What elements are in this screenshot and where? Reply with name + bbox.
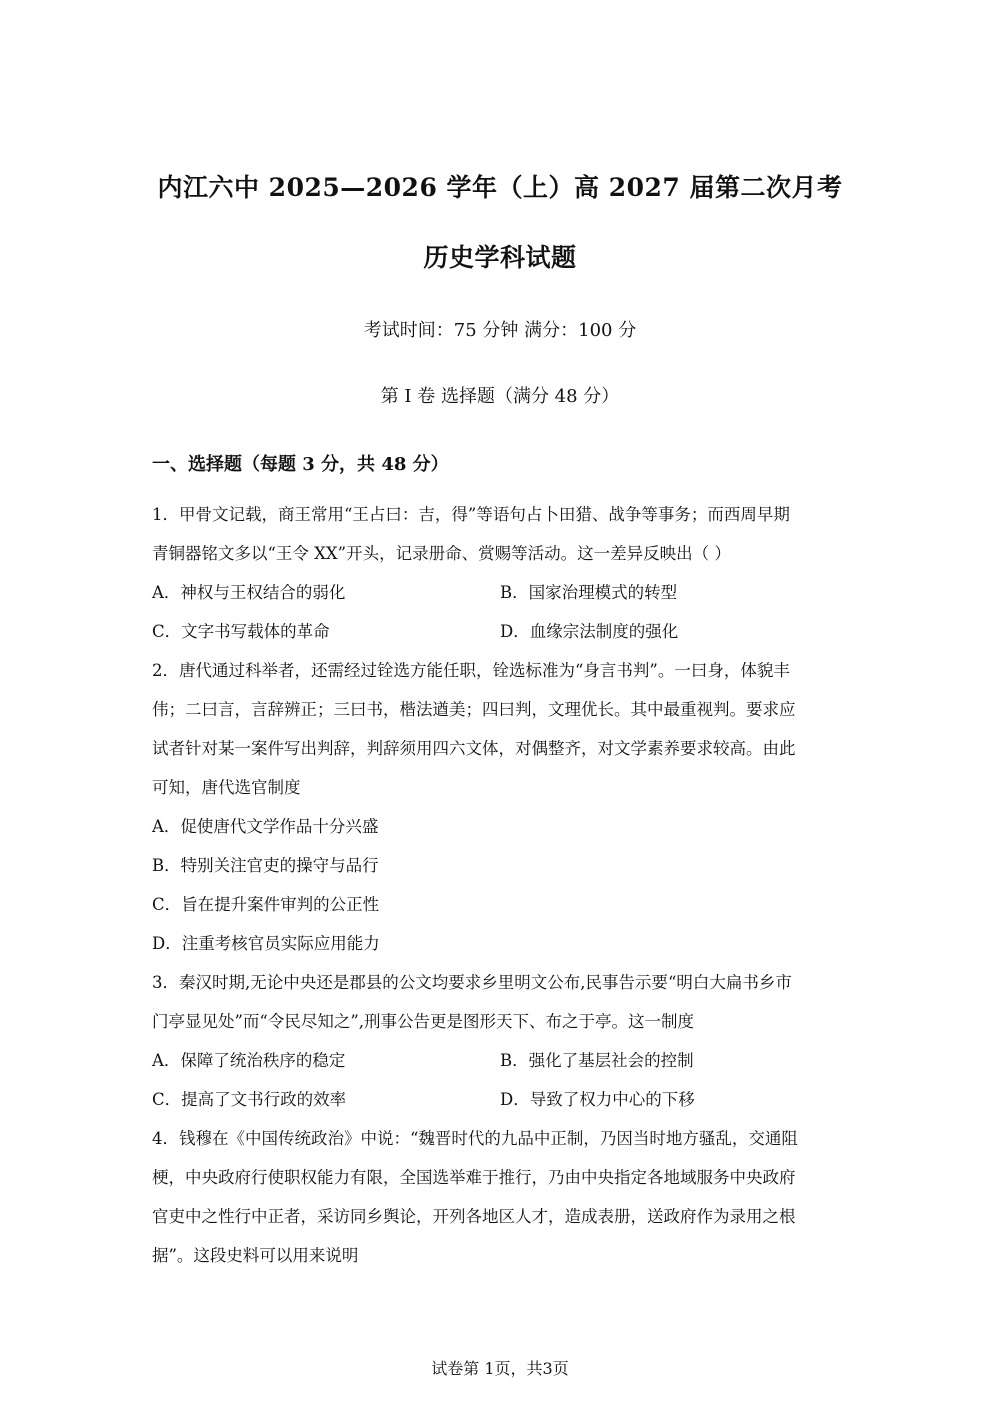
question-text-line: 1．甲骨文记载，商王常用“王占曰：吉，得”等语句占卜田猎、战争等事务；而西周早期 xyxy=(152,505,790,524)
question-text-line: 2．唐代通过科举者，还需经过铨选方能任职，铨选标准为“身言书判”。一曰身，体貌丰 xyxy=(152,661,790,680)
question-1 xyxy=(152,500,852,656)
exam-info: 考试时间：75 分钟 满分：100 分 xyxy=(363,320,637,341)
question-text-line: 官吏中之性行中正者，采访同乡舆论，开列各地区人才，造成表册，送政府作为录用之根 xyxy=(152,1207,796,1226)
option-d: D．血缘宗法制度的强化 xyxy=(500,622,679,641)
question-text-line: 青铜器铭文多以“王令 XX”开头，记录册命、赏赐等活动。这一差异反映出（ ） xyxy=(152,544,731,563)
option-b: B．国家治理模式的转型 xyxy=(500,583,678,602)
part-label: 第 Ⅰ 卷 选择题（满分 48 分） xyxy=(380,386,620,407)
exam-subtitle: 历史学科试题 xyxy=(423,243,577,272)
option-d: D．导致了权力中心的下移 xyxy=(500,1090,695,1109)
question-text-line: 可知，唐代选官制度 xyxy=(152,778,301,797)
option-a: A．保障了统治秩序的稳定 xyxy=(152,1051,346,1070)
option-b: B．强化了基层社会的控制 xyxy=(500,1051,694,1070)
option-d: D．注重考核官员实际应用能力 xyxy=(152,934,380,953)
exam-title: 内江六中 2025—2026 学年（上）高 2027 届第二次月考 xyxy=(157,173,843,202)
question-list xyxy=(152,500,852,1280)
option-c: C．旨在提升案件审判的公正性 xyxy=(152,895,380,914)
option-c: C．文字书写载体的革命 xyxy=(152,622,330,641)
question-text-line: 梗，中央政府行使职权能力有限，全国选举难于推行，乃由中央指定各地域服务中央政府 xyxy=(152,1168,796,1187)
section-heading: 一、选择题（每题 3 分，共 48 分） xyxy=(152,454,449,475)
question-4 xyxy=(152,1124,852,1280)
question-text-line: 3．秦汉时期,无论中央还是郡县的公文均要求乡里明文公布,民事告示要“明白大扁书乡市 xyxy=(152,973,792,992)
option-b: B．特别关注官吏的操守与品行 xyxy=(152,856,379,875)
option-a: A．促使唐代文学作品十分兴盛 xyxy=(152,817,379,836)
question-3 xyxy=(152,968,852,1124)
question-text-line: 伟；二曰言，言辞辨正；三曰书，楷法遒美；四曰判，文理优长。其中最重视判。要求应 xyxy=(152,700,796,719)
question-text-line: 据”。这段史料可以用来说明 xyxy=(152,1246,359,1265)
option-a: A．神权与王权结合的弱化 xyxy=(152,583,346,602)
question-text-line: 门亭显见处”而“令民尽知之”,刑事公告更是图形天下、布之于亭。这一制度 xyxy=(152,1012,695,1031)
question-text-line: 试者针对某一案件写出判辞，判辞须用四六文体，对偶整齐，对文学素养要求较高。由此 xyxy=(152,739,796,758)
option-c: C．提高了文书行政的效率 xyxy=(152,1090,347,1109)
question-text-line: 4．钱穆在《中国传统政治》中说：“魏晋时代的九品中正制，乃因当时地方骚乱，交通阻 xyxy=(152,1129,798,1148)
page-footer: 试卷第 1页，共3页 xyxy=(431,1359,569,1378)
question-2 xyxy=(152,656,852,968)
